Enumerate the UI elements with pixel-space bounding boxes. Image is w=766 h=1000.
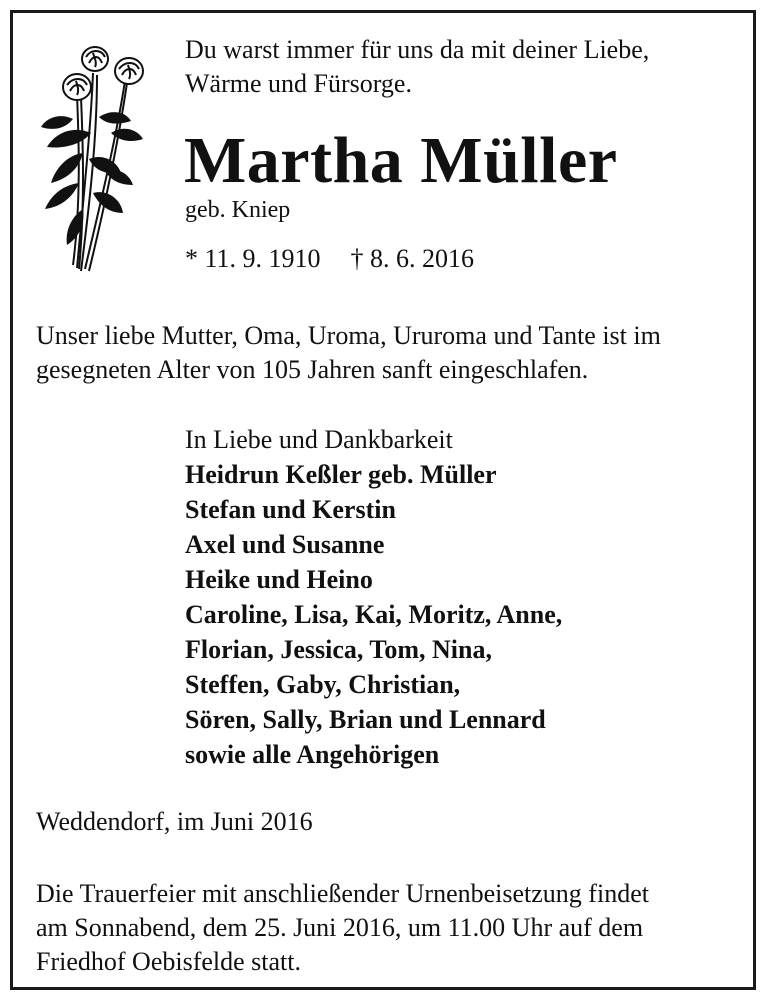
funeral-line-1: Die Trauerfeier mit anschließender Urnenbeisetzung findet <box>36 879 649 908</box>
death-date: † 8. 6. 2016 <box>350 244 475 273</box>
motto <box>185 33 649 101</box>
mourner-entry: Stefan und Kerstin <box>185 495 396 524</box>
place-date: Weddendorf, im Juni 2016 <box>36 807 313 836</box>
deceased-name: Martha Müller <box>184 124 618 197</box>
mourner-entry: Axel und Susanne <box>185 530 385 559</box>
announcement-line-1: Unser liebe Mutter, Oma, Uroma, Ururoma und Tante ist im <box>36 321 661 350</box>
mourner-entry: Florian, Jessica, Tom, Nina, <box>185 635 492 664</box>
mourner-entry: Caroline, Lisa, Kai, Moritz, Anne, <box>185 600 563 629</box>
mourner-entry: sowie alle Angehörigen <box>185 740 440 769</box>
life-dates <box>185 242 474 276</box>
motto-line-1: Du warst immer für uns da mit deiner Liebe, <box>185 35 650 64</box>
mourner-entry: Heidrun Keßler geb. Müller <box>185 460 497 489</box>
announcement-line-2: gesegneten Alter von 105 Jahren sanft eingeschlafen. <box>36 355 589 384</box>
funeral-info <box>36 877 649 979</box>
birth-date: * 11. 9. 1910 <box>185 244 321 273</box>
funeral-line-2: am Sonnabend, dem 25. Juni 2016, um 11.00 Uhr auf dem <box>36 913 644 942</box>
mourners-intro: In Liebe und Dankbarkeit <box>185 425 453 454</box>
mourner-entry: Heike und Heino <box>185 565 373 594</box>
roses-icon <box>33 33 153 278</box>
mourners-list <box>185 422 562 772</box>
maiden-name: geb. Kniep <box>185 197 291 223</box>
funeral-line-3: Friedhof Oebisfelde statt. <box>36 947 301 976</box>
obituary-notice <box>10 10 756 990</box>
mourner-entry: Sören, Sally, Brian und Lennard <box>185 705 546 734</box>
announcement <box>36 319 661 387</box>
mourner-entry: Steffen, Gaby, Christian, <box>185 670 461 699</box>
motto-line-2: Wärme und Fürsorge. <box>185 69 412 98</box>
